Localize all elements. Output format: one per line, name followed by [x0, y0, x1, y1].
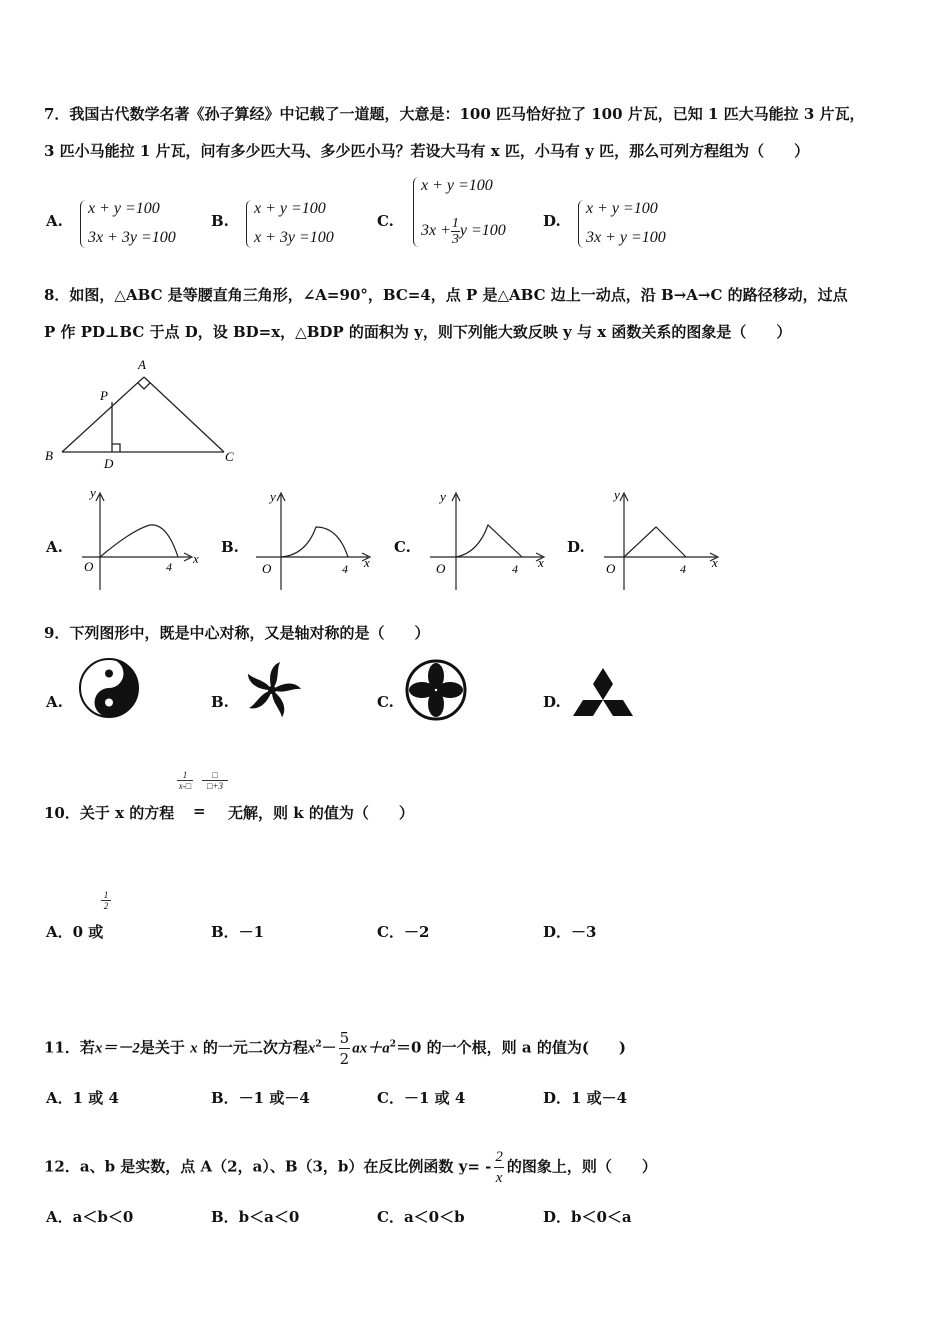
- q8-c-tick: 4: [512, 562, 518, 576]
- q11-option-b: B．－1 或－4: [211, 1089, 310, 1107]
- q10-suffix: 无解，则 k 的值为（ ）: [228, 804, 414, 822]
- q8-d-tick: 4: [680, 562, 686, 576]
- q9-option-a-label: A.: [46, 693, 63, 711]
- q10-equals: =: [193, 802, 206, 820]
- q7-a-brace: [80, 200, 87, 248]
- q7-c-eq1: x + y =100: [421, 177, 493, 194]
- q8-graph-c: [422, 485, 557, 595]
- q8-label-d: D: [104, 456, 114, 471]
- q8-label-a: A: [138, 357, 146, 372]
- q8-label-c: C: [225, 449, 234, 464]
- q8-graph-d: [596, 485, 731, 595]
- q7-a-eq2: 3x + 3y =100: [88, 229, 176, 246]
- q8-triangle-figure: [40, 355, 250, 475]
- q10-prefix: 10．关于 x 的方程: [44, 804, 175, 822]
- q9-option-b-label: B.: [211, 693, 229, 711]
- q12-option-b: B．b＜a＜0: [211, 1208, 300, 1226]
- q7-b-eq1: x + y =100: [254, 200, 326, 217]
- q7-b-eq2: x + 3y =100: [254, 229, 334, 246]
- q10-option-b: B．－1: [211, 923, 265, 941]
- q8-label-p: P: [100, 388, 108, 403]
- q8-d-y-label: y: [614, 487, 620, 502]
- q8-b-tick: 4: [342, 562, 348, 576]
- q12-option-d: D．b＜0＜a: [543, 1208, 632, 1226]
- q7-stem-line1: 7．我国古代数学名著《孙子算经》中记载了一道题，大意是：100 匹马恰好拉了 100 片瓦，已知 1 匹大马能拉 3 片瓦，: [44, 105, 865, 123]
- q9-stem: 9．下列图形中，既是中心对称，又是轴对称的是（ ）: [44, 624, 430, 642]
- q8-label-b: B: [45, 448, 53, 463]
- q8-b-x-label: x: [364, 555, 370, 570]
- q8-c-x-label: x: [538, 555, 544, 570]
- q8-d-x-label: x: [712, 555, 718, 570]
- q9-option-c-label: C.: [377, 693, 394, 711]
- q11-option-c: C．－1 或 4: [377, 1089, 466, 1107]
- q7-c-eq2: 3x + $\frac{1}{3}$ y =100: [421, 216, 506, 247]
- q8-a-x-label: x: [193, 551, 199, 566]
- q10-option-d: D．－3: [543, 923, 597, 941]
- q8-option-a-label: A.: [46, 538, 63, 556]
- q7-option-c-label: C.: [377, 212, 394, 230]
- q7-stem-line2: 3 匹小马能拉 1 片瓦，问有多少匹大马、多少匹小马？若设大马有 x 匹，小马有 y 匹，那么可列方程组为（ ）: [44, 142, 810, 160]
- q7-option-a-label: A.: [46, 212, 63, 230]
- q8-a-tick: 4: [166, 560, 172, 574]
- q8-b-y-label: y: [270, 489, 276, 504]
- q8-option-d-label: D.: [567, 538, 585, 556]
- q8-stem-line2: P 作 PD⊥BC 于点 D，设 BD=x，△BDP 的面积为 y，则下列能大致反映 y 与 x 函数关系的图象是（ ）: [44, 323, 792, 341]
- yin-yang-icon: [77, 656, 141, 720]
- pinwheel-icon: [240, 658, 304, 722]
- q12-option-a: A．a＜b＜0: [46, 1208, 134, 1226]
- q7-a-eq1: x + y =100: [88, 200, 160, 217]
- q8-d-origin: O: [606, 561, 616, 576]
- q7-d-brace: [578, 200, 585, 248]
- q10-option-a-frac: 1 2: [101, 890, 111, 911]
- three-diamonds-icon: [571, 664, 635, 722]
- q8-graph-a: [72, 485, 207, 595]
- q10-option-c: C．－2: [377, 923, 430, 941]
- q11-stem: 11．若x＝－2是关于 x 的一元二次方程$x^2-$ $\frac{5}{2}$ $ax+a^2=0$ 的一个根，则 a 的值为( ): [44, 1029, 627, 1068]
- q7-option-d-label: D.: [543, 212, 561, 230]
- q7-b-brace: [246, 200, 253, 248]
- four-petal-circle-icon: [404, 658, 468, 722]
- q8-option-c-label: C.: [394, 538, 411, 556]
- q11-option-d: D．1 或－4: [543, 1089, 628, 1107]
- q8-stem-line1: 8．如图，△ABC 是等腰直角三角形，∠A=90°，BC=4，点 P 是△ABC 边上一动点，沿 B→A→C 的路径移动，过点: [44, 286, 848, 304]
- q7-d-eq1: x + y =100: [586, 200, 658, 217]
- q12-option-c: C．a＜0＜b: [377, 1208, 465, 1226]
- q8-graph-b: [248, 485, 383, 595]
- q12-stem: 12．a、b 是实数，点 A（2，a）、B（3，b）在反比例函数 y= - $\frac{2}{x}$ 的图象上，则（ ）: [44, 1149, 657, 1186]
- q9-option-d-label: D.: [543, 693, 561, 711]
- q10-frac2: □ □+3: [202, 770, 228, 791]
- q10-frac1: 1 x-□: [178, 770, 192, 791]
- q8-b-origin: O: [262, 561, 272, 576]
- q8-c-y-label: y: [440, 489, 446, 504]
- q7-c-brace: [413, 177, 420, 247]
- q7-option-b-label: B.: [211, 212, 229, 230]
- q8-a-y-label: y: [90, 485, 96, 500]
- q8-option-b-label: B.: [221, 538, 239, 556]
- q10-option-a: A．0 或: [46, 923, 104, 941]
- q7-d-eq2: 3x + y =100: [586, 229, 666, 246]
- q8-c-origin: O: [436, 561, 446, 576]
- q8-a-origin: O: [84, 559, 94, 574]
- q11-option-a: A．1 或 4: [46, 1089, 119, 1107]
